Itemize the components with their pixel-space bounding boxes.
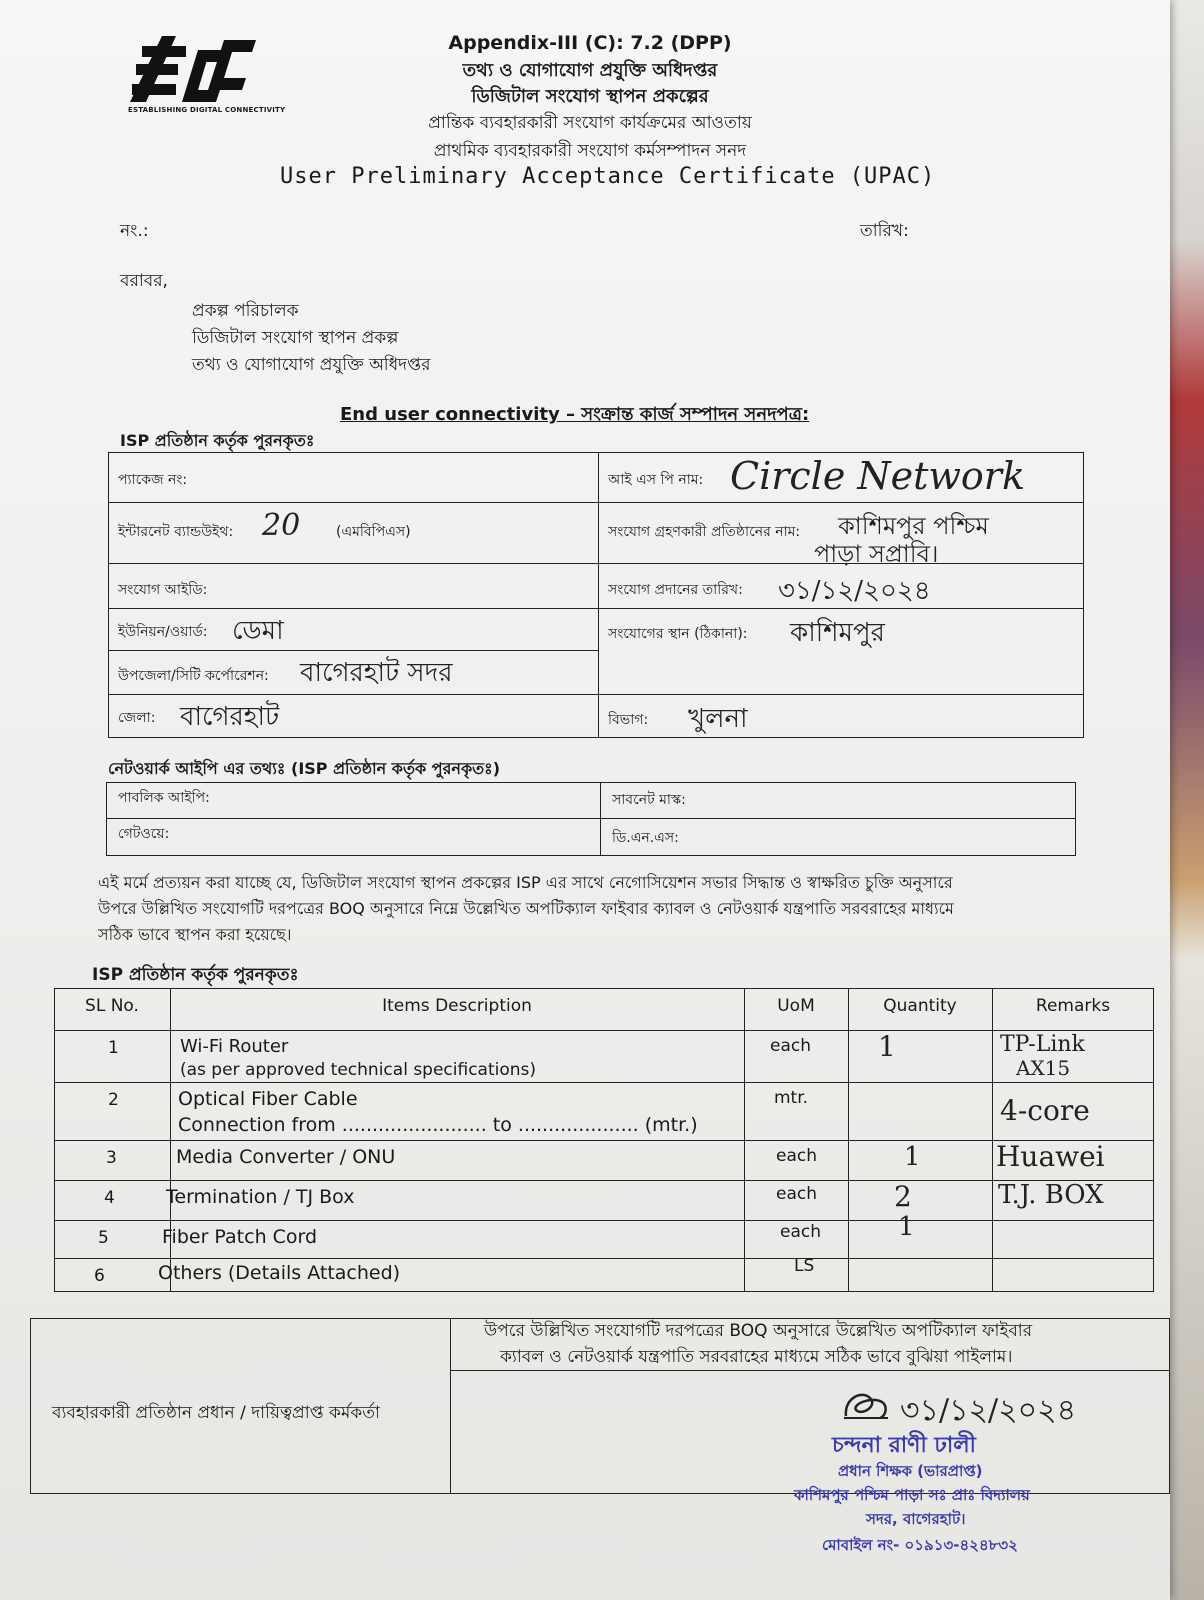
stamp-designation: প্রধান শিক্ষক (ভারপ্রাপ্ত) [838,1462,983,1480]
row-3-description: Media Converter / ONU [176,1146,396,1168]
row-4-quantity: 2 [894,1180,912,1213]
receiver-name-label: সংযোগ গ্রহণকারী প্রতিষ্ঠানের নাম: [608,524,801,540]
row-2-description: Optical Fiber Cable [178,1088,358,1110]
address-to: বরাবর, [120,271,168,291]
row-4-uom: each [776,1184,817,1204]
column-header-quantity: Quantity [883,996,957,1016]
district-label: জেলা: [118,710,156,726]
row-1-quantity: 1 [878,1030,896,1063]
row-1-remarks: TP-Link [1000,1032,1085,1057]
date-label: তারিখ: [860,221,909,241]
department-title: তথ্য ও যোগাযোগ প্রযুক্তি অধিদপ্তর [462,60,718,81]
union-ward-label: ইউনিয়ন/ওয়ার্ড: [118,624,208,640]
user-authority-label: ব্যবহারকারী প্রতিষ্ঠান প্রধান / দায়িত্বপ্রাপ্ত কর্মকর্তা [52,1403,380,1423]
upazila-value: বাগেরহাট সদর [300,658,453,688]
connection-date-label: সংযোগ প্রদানের তারিখ: [608,582,743,598]
subnet-mask-label: সাবনেট মাস্ক: [612,792,686,808]
row-6-description: Others (Details Attached) [158,1262,401,1284]
package-label: প্যাকেজ নং: [118,472,188,488]
table-rule [54,1082,1154,1083]
row-6-uom: LS [794,1256,815,1276]
declaration-line-2: উপরে উল্লিখিত সংযোগটি দরপত্রের BOQ অনুসারে নিম্নে উল্লেখিত অপটিক্যাল ফাইবার ক্যাবল ও নেটওয়ার্ক যন্ত্রপাতি সরবরাহের মাধ্যমে [98,899,954,918]
column-header-description: Items Description [382,996,532,1016]
address-line-2: ডিজিটাল সংযোগ স্থাপন প্রকল্প [192,328,399,348]
program-title: প্রান্তিক ব্যবহারকারী সংযোগ কার্যক্রমের আওতায় [428,113,752,133]
column-header-remarks: Remarks [1035,996,1111,1016]
logo-caption: ESTABLISHING DIGITAL CONNECTIVITY [128,106,286,114]
items-section-title: ISP প্রতিষ্ঠান কর্তৃক পুরনকৃতঃ [92,965,299,985]
row-5-sl: 5 [98,1228,109,1248]
edc-logo [128,32,286,122]
reference-number-label: নং.: [120,221,149,241]
network-section-title: নেটওয়ার্ক আইপি এর তথ্যঃ (ISP প্রতিষ্ঠান কর্তৃক পুরনকৃতঃ) [108,759,501,778]
isp-name-label: আই এস পি নাম: [608,472,704,488]
certificate-title-bn: প্রাথমিক ব্যবহারকারী সংযোগ কর্মসম্পাদন সনদ [433,141,747,161]
row-1-description: Wi-Fi Router [180,1036,289,1057]
stamp-name: চন্দনা রাণী ঢালী [832,1433,976,1458]
row-2-remarks: 4-core [1000,1094,1090,1127]
project-title: ডিজিটাল সংযোগ স্থাপন প্রকল্পের [471,86,709,107]
stamp-school: কাশিমপুর পশ্চিম পাড়া সঃ প্রাঃ বিদ্যালয় [794,1486,1030,1504]
row-3-remarks: Huawei [996,1140,1105,1173]
table-rule [54,1258,1154,1259]
address-line-1: প্রকল্প পরিচালক [192,301,299,321]
public-ip-label: পাবলিক আইপি: [118,790,210,806]
receiver-name-value-line-1: কাশিমপুর পশ্চিম [838,512,989,540]
table-rule [54,1220,1154,1221]
table-rule [54,1140,1154,1141]
row-1-sl: 1 [108,1038,119,1058]
isp-name-value: Circle Network [730,454,1026,498]
row-1-remarks-detail: AX15 [1016,1056,1071,1080]
connection-id-label: সংযোগ আইডি: [118,582,208,598]
row-2-sl: 2 [108,1090,119,1110]
address-line-3: তথ্য ও যোগাযোগ প্রযুক্তি অধিদপ্তর [192,355,431,375]
row-2-description-detail: Connection from ........................ to .................... (mtr.) [178,1114,698,1136]
table-rule [54,1180,1154,1181]
row-4-sl: 4 [104,1188,115,1208]
connection-date-value: ৩১/১২/২০২৪ [778,576,931,606]
table-divider [598,452,599,738]
table-rule [106,818,1076,819]
certificate-title-en: User Preliminary Acceptance Certificate (UPAC) [280,164,936,189]
table-rule [108,502,1084,503]
row-5-uom: each [780,1222,821,1242]
table-divider [600,782,601,856]
edc-logo-mark [128,32,258,104]
bandwidth-unit: (এমবিপিএস) [336,524,411,540]
division-value: খুলনা [688,704,748,734]
isp-section-title: ISP প্রতিষ্ঠান কর্তৃক পুরনকৃতঃ [120,431,315,450]
signature [842,1388,892,1422]
declaration-line-3: সঠিক ভাবে স্থাপন করা হয়েছে। [98,925,292,944]
stamp-location: সদর, বাগেরহাট। [866,1510,966,1528]
row-5-description: Fiber Patch Cord [162,1226,318,1248]
upazila-label: উপজেলা/সিটি কর্পোরেশন: [118,668,269,684]
bandwidth-label: ইন্টারনেট ব্যান্ডউইথ: [118,524,234,540]
row-4-description: Termination / TJ Box [166,1186,355,1208]
table-rule [108,650,598,651]
acceptance-statement-line-1: উপরে উল্লিখিত সংযোগটি দরপত্রের BOQ অনুসারে উল্লেখিত অপটিক্যাল ফাইবার [484,1321,1033,1341]
division-label: বিভাগ: [608,712,649,728]
table-rule [108,608,1084,609]
table-divider [450,1318,451,1494]
table-rule [108,694,1084,695]
appendix-title: Appendix-III (C): 7.2 (DPP) [448,32,732,54]
acceptance-statement-line-2: ক্যাবল ও নেটওয়ার্ক যন্ত্রপাতি সরবরাহের মাধ্যমে সঠিক ভাবে বুঝিয়া পাইলাম। [500,1347,1013,1367]
bandwidth-value: 20 [262,508,301,543]
dns-label: ডি.এন.এস: [612,830,679,846]
signature-date: ৩১/১২/২০২৪ [900,1393,1077,1428]
declaration-line-1: এই মর্মে প্রত্যয়ন করা যাচ্ছে যে, ডিজিটাল সংযোগ স্থাপন প্রকল্পের ISP এর সাথে নেগোসিয়েশন সভার সিদ্ধান্ত ও স্বাক্ষরিত চুক্তি অনুসারে [98,873,953,892]
district-value: বাগেরহাট [180,702,280,732]
row-2-uom: mtr. [774,1088,809,1108]
column-header-uom: UoM [777,996,815,1016]
column-header-sl: SL No. [85,996,139,1016]
row-3-uom: each [776,1146,817,1166]
gateway-label: গেটওয়ে: [118,826,170,842]
union-ward-value: ডেমা [232,616,284,646]
row-4-remarks: T.J. BOX [998,1180,1104,1210]
row-5-quantity: 1 [898,1212,915,1242]
row-6-sl: 6 [94,1266,105,1286]
row-1-description-detail: (as per approved technical specifications) [180,1060,537,1080]
row-1-uom: each [770,1036,811,1056]
location-label: সংযোগের স্থান (ঠিকানা): [608,626,748,642]
table-rule [54,1030,1154,1031]
row-3-sl: 3 [106,1148,117,1168]
location-value: কাশিমপুর [790,618,885,648]
receiver-name-value-line-2: পাড়া সপ্রাবি। [814,540,939,568]
subject-line: End user connectivity – সংক্রান্ত কার্জ সম্পাদন সনদপত্র: [340,404,810,425]
network-info-table [106,782,1076,856]
stamp-mobile: মোবাইল নং- ০১৯১৩-৪২৪৮৩২ [822,1536,1018,1554]
row-3-quantity: 1 [904,1142,921,1172]
